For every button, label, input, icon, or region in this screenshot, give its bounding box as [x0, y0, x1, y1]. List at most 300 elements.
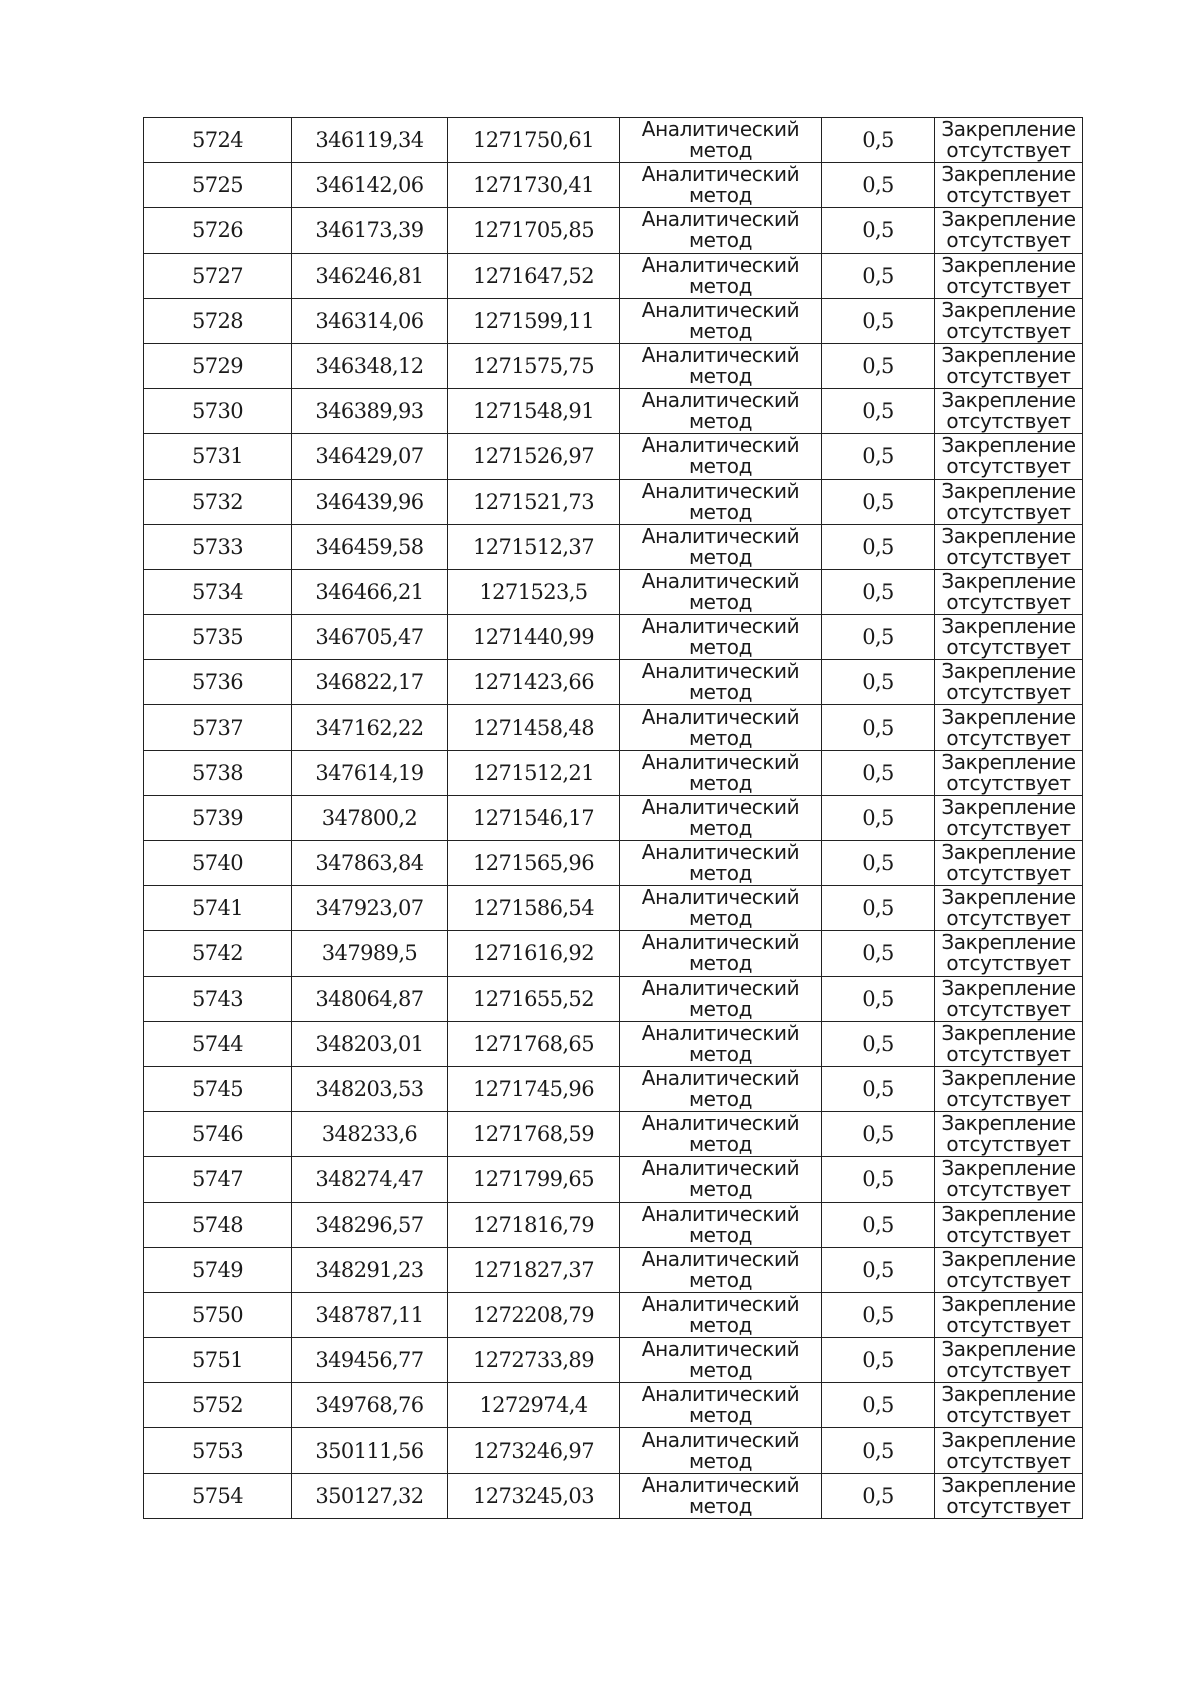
table-row	[144, 569, 1083, 614]
cell-y-coordinate: 1271512,37	[448, 524, 620, 569]
method-line-2: метод	[688, 499, 753, 524]
cell-y-coordinate: 1272733,89	[448, 1338, 620, 1383]
method-line-1: Аналитический	[641, 117, 800, 142]
method-line-1: Аналитический	[641, 253, 800, 277]
fixing-line-1: Закрепление	[941, 253, 1076, 277]
method-line-1: Аналитический	[641, 885, 800, 910]
method-line-2: метод	[688, 635, 753, 660]
cell-fixing	[935, 1247, 1083, 1292]
cell-x-coordinate: 347614,19	[292, 750, 448, 795]
fixing-line-1: Закрепление	[941, 207, 1076, 232]
cell-fixing	[935, 705, 1083, 750]
fixing-line-2: отсутствует	[946, 1222, 1071, 1247]
cell-accuracy: 0,5	[822, 1021, 935, 1066]
fixing-line-2: отсутствует	[946, 1358, 1071, 1383]
method-line-2: метод	[688, 861, 753, 886]
cell-method	[620, 524, 822, 569]
cell-method	[620, 389, 822, 434]
cell-method	[620, 569, 822, 614]
fixing-line-2: отсутствует	[946, 770, 1071, 795]
method-line-2: метод	[688, 589, 753, 614]
cell-method	[620, 795, 822, 840]
cell-accuracy: 0,5	[822, 524, 935, 569]
method-line-1: Аналитический	[641, 930, 800, 955]
cell-y-coordinate: 1271565,96	[448, 841, 620, 886]
cell-method	[620, 1066, 822, 1111]
table-row	[144, 1112, 1083, 1157]
cell-accuracy: 0,5	[822, 1338, 935, 1383]
cell-fixing	[935, 1473, 1083, 1518]
cell-fixing	[935, 841, 1083, 886]
fixing-line-2: отсутствует	[946, 544, 1071, 569]
cell-method	[620, 163, 822, 208]
cell-point-number: 5752	[144, 1383, 292, 1428]
method-line-2: метод	[688, 1493, 753, 1518]
cell-method	[620, 1428, 822, 1473]
cell-fixing	[935, 389, 1083, 434]
cell-method	[620, 1473, 822, 1518]
method-line-2: метод	[688, 273, 753, 298]
cell-y-coordinate: 1271816,79	[448, 1202, 620, 1247]
fixing-line-1: Закрепление	[941, 1066, 1076, 1091]
cell-accuracy: 0,5	[822, 660, 935, 705]
method-line-1: Аналитический	[641, 162, 800, 187]
fixing-line-1: Закрепление	[941, 479, 1076, 503]
table-row	[144, 1202, 1083, 1247]
method-line-1: Аналитический	[641, 840, 800, 865]
cell-accuracy: 0,5	[822, 1157, 935, 1202]
fixing-line-2: отсутствует	[946, 725, 1071, 750]
cell-method	[620, 298, 822, 343]
cell-method	[620, 615, 822, 660]
cell-x-coordinate: 346429,07	[292, 434, 448, 479]
cell-point-number: 5751	[144, 1338, 292, 1383]
method-line-1: Аналитический	[641, 1247, 800, 1271]
fixing-line-1: Закрепление	[941, 162, 1076, 187]
cell-accuracy: 0,5	[822, 389, 935, 434]
cell-x-coordinate: 346389,93	[292, 389, 448, 434]
cell-y-coordinate: 1271827,37	[448, 1247, 620, 1292]
fixing-line-1: Закрепление	[941, 1382, 1076, 1407]
cell-accuracy: 0,5	[822, 1202, 935, 1247]
method-line-1: Аналитический	[641, 750, 800, 774]
fixing-line-1: Закрепление	[941, 1156, 1076, 1181]
table-row	[144, 253, 1083, 298]
method-line-2: метод	[688, 1222, 753, 1247]
cell-method	[620, 886, 822, 931]
fixing-line-1: Закрепление	[941, 795, 1076, 819]
method-line-1: Аналитический	[641, 1156, 800, 1181]
cell-y-coordinate: 1271575,75	[448, 343, 620, 388]
fixing-line-1: Закрепление	[941, 343, 1076, 368]
fixing-line-1: Закрепление	[941, 1473, 1076, 1497]
method-line-1: Аналитический	[641, 1021, 800, 1045]
fixing-line-1: Закрепление	[941, 388, 1076, 413]
cell-x-coordinate: 348787,11	[292, 1292, 448, 1337]
table-row	[144, 931, 1083, 976]
table-row	[144, 208, 1083, 253]
cell-x-coordinate: 350127,32	[292, 1473, 448, 1518]
table-row	[144, 343, 1083, 388]
fixing-line-1: Закрепление	[941, 704, 1076, 729]
table-row	[144, 298, 1083, 343]
fixing-line-1: Закрепление	[941, 1247, 1076, 1271]
cell-point-number: 5728	[144, 298, 292, 343]
method-line-2: метод	[688, 1267, 753, 1292]
cell-fixing	[935, 479, 1083, 524]
fixing-line-2: отсутствует	[946, 680, 1071, 705]
table-row	[144, 479, 1083, 524]
cell-method	[620, 1383, 822, 1428]
table-row	[144, 976, 1083, 1021]
cell-point-number: 5725	[144, 163, 292, 208]
fixing-line-2: отсутствует	[946, 409, 1071, 434]
method-line-1: Аналитический	[641, 433, 800, 458]
cell-x-coordinate: 346173,39	[292, 208, 448, 253]
cell-method	[620, 931, 822, 976]
cell-method	[620, 750, 822, 795]
cell-method	[620, 1338, 822, 1383]
fixing-line-2: отсутствует	[946, 815, 1071, 840]
table-row	[144, 795, 1083, 840]
cell-fixing	[935, 1338, 1083, 1383]
method-line-1: Аналитический	[641, 795, 800, 819]
cell-fixing	[935, 118, 1083, 163]
cell-method	[620, 1247, 822, 1292]
cell-point-number: 5729	[144, 343, 292, 388]
fixing-line-2: отсутствует	[946, 1403, 1071, 1428]
cell-point-number: 5746	[144, 1112, 292, 1157]
cell-fixing	[935, 524, 1083, 569]
cell-point-number: 5738	[144, 750, 292, 795]
cell-point-number: 5753	[144, 1428, 292, 1473]
cell-y-coordinate: 1271458,48	[448, 705, 620, 750]
cell-x-coordinate: 346348,12	[292, 343, 448, 388]
cell-accuracy: 0,5	[822, 163, 935, 208]
cell-fixing	[935, 660, 1083, 705]
cell-y-coordinate: 1273245,03	[448, 1473, 620, 1518]
fixing-line-2: отсутствует	[946, 1448, 1071, 1473]
fixing-line-2: отсутствует	[946, 589, 1071, 614]
method-line-2: метод	[688, 1358, 753, 1383]
cell-fixing	[935, 253, 1083, 298]
cell-fixing	[935, 1066, 1083, 1111]
cell-y-coordinate: 1271750,61	[448, 118, 620, 163]
method-line-2: метод	[688, 183, 753, 208]
cell-fixing	[935, 569, 1083, 614]
method-line-1: Аналитический	[641, 1292, 800, 1316]
cell-accuracy: 0,5	[822, 1383, 935, 1428]
cell-fixing	[935, 434, 1083, 479]
fixing-line-2: отсутствует	[946, 635, 1071, 660]
fixing-line-2: отсутствует	[946, 228, 1071, 253]
fixing-line-2: отсутствует	[946, 1132, 1071, 1157]
cell-fixing	[935, 343, 1083, 388]
cell-y-coordinate: 1271512,21	[448, 750, 620, 795]
cell-x-coordinate: 348233,6	[292, 1112, 448, 1157]
cell-x-coordinate: 348274,47	[292, 1157, 448, 1202]
cell-y-coordinate: 1271616,92	[448, 931, 620, 976]
cell-point-number: 5724	[144, 118, 292, 163]
cell-x-coordinate: 348203,53	[292, 1066, 448, 1111]
cell-point-number: 5739	[144, 795, 292, 840]
cell-x-coordinate: 346246,81	[292, 253, 448, 298]
cell-accuracy: 0,5	[822, 1247, 935, 1292]
fixing-line-2: отсутствует	[946, 183, 1071, 208]
cell-accuracy: 0,5	[822, 253, 935, 298]
method-line-2: метод	[688, 815, 753, 840]
fixing-line-2: отсутствует	[946, 364, 1071, 389]
cell-fixing	[935, 795, 1083, 840]
fixing-line-2: отсутствует	[946, 499, 1071, 524]
cell-point-number: 5733	[144, 524, 292, 569]
fixing-line-1: Закрепление	[941, 930, 1076, 955]
method-line-1: Аналитический	[641, 479, 800, 503]
cell-point-number: 5734	[144, 569, 292, 614]
method-line-2: метод	[688, 906, 753, 931]
table-row	[144, 434, 1083, 479]
cell-method	[620, 1202, 822, 1247]
cell-x-coordinate: 348203,01	[292, 1021, 448, 1066]
method-line-1: Аналитический	[641, 343, 800, 368]
cell-accuracy: 0,5	[822, 479, 935, 524]
method-line-2: метод	[688, 680, 753, 705]
cell-y-coordinate: 1271546,17	[448, 795, 620, 840]
cell-method	[620, 1157, 822, 1202]
cell-point-number: 5743	[144, 976, 292, 1021]
cell-fixing	[935, 1157, 1083, 1202]
cell-y-coordinate: 1271548,91	[448, 389, 620, 434]
fixing-line-2: отсутствует	[946, 951, 1071, 976]
method-line-2: метод	[688, 1403, 753, 1428]
table-row	[144, 1473, 1083, 1518]
cell-y-coordinate: 1271523,5	[448, 569, 620, 614]
cell-y-coordinate: 1271799,65	[448, 1157, 620, 1202]
coordinates-table-body	[144, 118, 1083, 1519]
cell-accuracy: 0,5	[822, 976, 935, 1021]
cell-y-coordinate: 1271730,41	[448, 163, 620, 208]
method-line-1: Аналитический	[641, 207, 800, 232]
table-row	[144, 841, 1083, 886]
fixing-line-2: отсутствует	[946, 318, 1071, 343]
cell-x-coordinate: 346705,47	[292, 615, 448, 660]
cell-y-coordinate: 1271526,97	[448, 434, 620, 479]
cell-point-number: 5748	[144, 1202, 292, 1247]
cell-fixing	[935, 886, 1083, 931]
fixing-line-1: Закрепление	[941, 1427, 1076, 1452]
table-row	[144, 163, 1083, 208]
cell-accuracy: 0,5	[822, 569, 935, 614]
cell-point-number: 5726	[144, 208, 292, 253]
table-row	[144, 524, 1083, 569]
cell-accuracy: 0,5	[822, 434, 935, 479]
fixing-line-1: Закрепление	[941, 524, 1076, 548]
fixing-line-2: отсутствует	[946, 454, 1071, 479]
table-row	[144, 118, 1083, 163]
fixing-line-2: отсутствует	[946, 906, 1071, 931]
cell-x-coordinate: 347863,84	[292, 841, 448, 886]
method-line-2: метод	[688, 725, 753, 750]
cell-point-number: 5742	[144, 931, 292, 976]
fixing-line-2: отсутствует	[946, 273, 1071, 298]
cell-y-coordinate: 1272208,79	[448, 1292, 620, 1337]
cell-y-coordinate: 1271655,52	[448, 976, 620, 1021]
cell-y-coordinate: 1271705,85	[448, 208, 620, 253]
method-line-2: метод	[688, 544, 753, 569]
fixing-line-1: Закрепление	[941, 1111, 1076, 1136]
cell-y-coordinate: 1271599,11	[448, 298, 620, 343]
table-row	[144, 1338, 1083, 1383]
cell-fixing	[935, 163, 1083, 208]
cell-point-number: 5735	[144, 615, 292, 660]
table-row	[144, 1247, 1083, 1292]
method-line-1: Аналитический	[641, 1382, 800, 1407]
cell-fixing	[935, 1428, 1083, 1473]
table-row	[144, 705, 1083, 750]
fixing-line-1: Закрепление	[941, 117, 1076, 142]
cell-method	[620, 118, 822, 163]
cell-x-coordinate: 346142,06	[292, 163, 448, 208]
fixing-line-1: Закрепление	[941, 1021, 1076, 1045]
fixing-line-1: Закрепление	[941, 840, 1076, 865]
method-line-1: Аналитический	[641, 704, 800, 729]
cell-accuracy: 0,5	[822, 705, 935, 750]
cell-accuracy: 0,5	[822, 1112, 935, 1157]
table-row	[144, 660, 1083, 705]
cell-x-coordinate: 350111,56	[292, 1428, 448, 1473]
cell-point-number: 5745	[144, 1066, 292, 1111]
cell-x-coordinate: 346459,58	[292, 524, 448, 569]
method-line-2: метод	[688, 454, 753, 479]
cell-y-coordinate: 1271768,65	[448, 1021, 620, 1066]
cell-x-coordinate: 346314,06	[292, 298, 448, 343]
cell-y-coordinate: 1271440,99	[448, 615, 620, 660]
method-line-1: Аналитический	[641, 1111, 800, 1136]
cell-method	[620, 253, 822, 298]
cell-x-coordinate: 346119,34	[292, 118, 448, 163]
table-row	[144, 615, 1083, 660]
cell-accuracy: 0,5	[822, 1428, 935, 1473]
cell-x-coordinate: 348064,87	[292, 976, 448, 1021]
method-line-2: метод	[688, 1312, 753, 1337]
cell-point-number: 5730	[144, 389, 292, 434]
cell-accuracy: 0,5	[822, 886, 935, 931]
cell-accuracy: 0,5	[822, 841, 935, 886]
method-line-2: метод	[688, 1041, 753, 1066]
cell-method	[620, 434, 822, 479]
cell-fixing	[935, 1202, 1083, 1247]
cell-y-coordinate: 1271745,96	[448, 1066, 620, 1111]
fixing-line-1: Закрепление	[941, 750, 1076, 774]
fixing-line-2: отсутствует	[946, 1267, 1071, 1292]
cell-method	[620, 208, 822, 253]
fixing-line-2: отсутствует	[946, 1312, 1071, 1337]
cell-point-number: 5727	[144, 253, 292, 298]
method-line-1: Аналитический	[641, 298, 800, 322]
cell-method	[620, 1112, 822, 1157]
cell-fixing	[935, 208, 1083, 253]
cell-point-number: 5754	[144, 1473, 292, 1518]
cell-fixing	[935, 1112, 1083, 1157]
cell-fixing	[935, 615, 1083, 660]
cell-point-number: 5737	[144, 705, 292, 750]
cell-y-coordinate: 1271423,66	[448, 660, 620, 705]
cell-point-number: 5732	[144, 479, 292, 524]
cell-method	[620, 660, 822, 705]
cell-accuracy: 0,5	[822, 931, 935, 976]
method-line-2: метод	[688, 138, 753, 163]
cell-point-number: 5741	[144, 886, 292, 931]
cell-x-coordinate: 348291,23	[292, 1247, 448, 1292]
cell-accuracy: 0,5	[822, 1473, 935, 1518]
cell-x-coordinate: 348296,57	[292, 1202, 448, 1247]
cell-method	[620, 841, 822, 886]
cell-y-coordinate: 1273246,97	[448, 1428, 620, 1473]
method-line-1: Аналитический	[641, 614, 800, 639]
table-row	[144, 1292, 1083, 1337]
method-line-2: метод	[688, 409, 753, 434]
cell-fixing	[935, 1292, 1083, 1337]
cell-fixing	[935, 976, 1083, 1021]
cell-x-coordinate: 346822,17	[292, 660, 448, 705]
fixing-line-1: Закрепление	[941, 614, 1076, 639]
cell-accuracy: 0,5	[822, 750, 935, 795]
fixing-line-1: Закрепление	[941, 659, 1076, 684]
cell-accuracy: 0,5	[822, 795, 935, 840]
fixing-line-1: Закрепление	[941, 433, 1076, 458]
cell-x-coordinate: 349768,76	[292, 1383, 448, 1428]
cell-point-number: 5731	[144, 434, 292, 479]
cell-accuracy: 0,5	[822, 208, 935, 253]
table-row	[144, 1021, 1083, 1066]
fixing-line-2: отсутствует	[946, 1041, 1071, 1066]
table-row	[144, 1428, 1083, 1473]
cell-point-number: 5750	[144, 1292, 292, 1337]
table-row	[144, 886, 1083, 931]
method-line-1: Аналитический	[641, 1427, 800, 1452]
method-line-1: Аналитический	[641, 659, 800, 684]
cell-method	[620, 1021, 822, 1066]
method-line-2: метод	[688, 318, 753, 343]
cell-x-coordinate: 349456,77	[292, 1338, 448, 1383]
cell-method	[620, 343, 822, 388]
fixing-line-2: отсутствует	[946, 861, 1071, 886]
cell-x-coordinate: 346466,21	[292, 569, 448, 614]
cell-accuracy: 0,5	[822, 615, 935, 660]
cell-point-number: 5749	[144, 1247, 292, 1292]
cell-x-coordinate: 346439,96	[292, 479, 448, 524]
method-line-1: Аналитический	[641, 976, 800, 1000]
cell-method	[620, 705, 822, 750]
fixing-line-1: Закрепление	[941, 569, 1076, 593]
cell-method	[620, 1292, 822, 1337]
cell-x-coordinate: 347923,07	[292, 886, 448, 931]
cell-x-coordinate: 347800,2	[292, 795, 448, 840]
cell-point-number: 5740	[144, 841, 292, 886]
cell-accuracy: 0,5	[822, 118, 935, 163]
cell-method	[620, 479, 822, 524]
cell-y-coordinate: 1271586,54	[448, 886, 620, 931]
cell-y-coordinate: 1272974,4	[448, 1383, 620, 1428]
fixing-line-2: отсутствует	[946, 1087, 1071, 1112]
method-line-2: метод	[688, 951, 753, 976]
method-line-2: метод	[688, 364, 753, 389]
method-line-1: Аналитический	[641, 388, 800, 413]
fixing-line-2: отсутствует	[946, 1493, 1071, 1518]
cell-x-coordinate: 347162,22	[292, 705, 448, 750]
cell-fixing	[935, 750, 1083, 795]
fixing-line-2: отсутствует	[946, 1177, 1071, 1202]
